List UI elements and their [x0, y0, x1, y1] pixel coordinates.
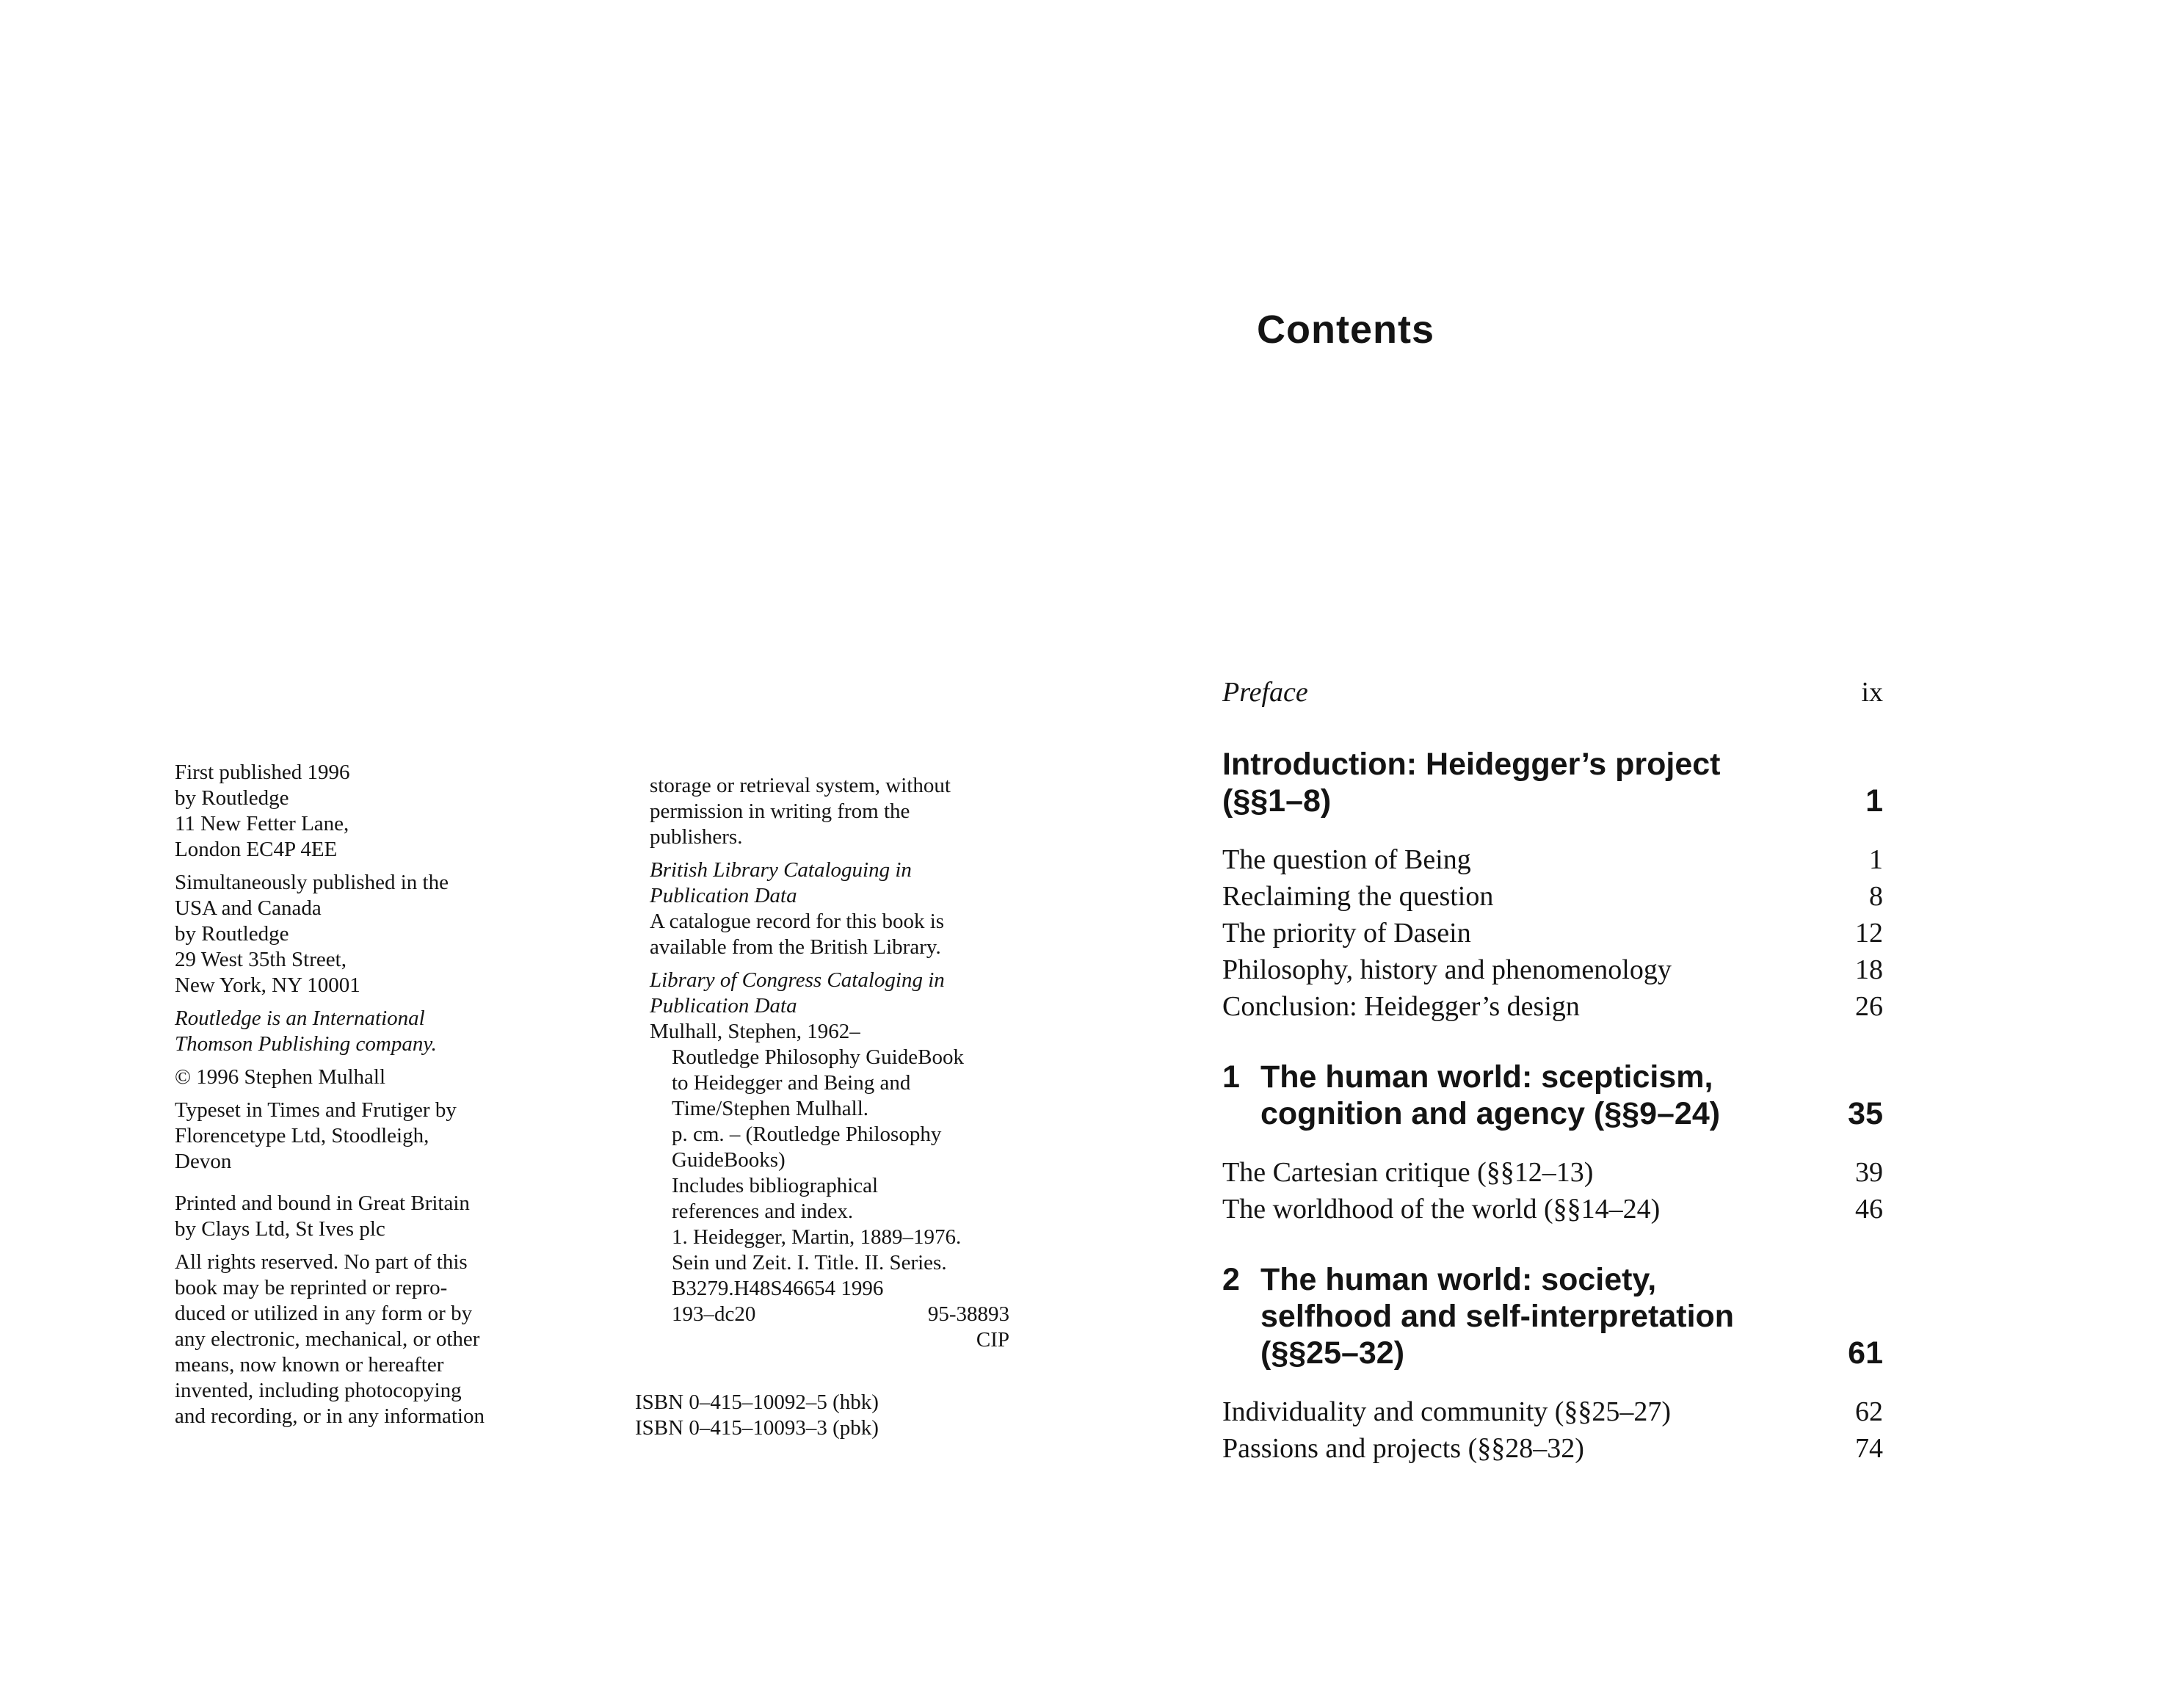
toc-section-row [1222, 878, 1883, 915]
imprint-left-column [175, 760, 485, 1429]
toc-section-row [1222, 841, 1883, 878]
rights-block [175, 1250, 485, 1429]
imprint-line: any electronic, mechanical, or other [175, 1327, 480, 1351]
imprint-line: Thomson Publishing company. [175, 1032, 437, 1056]
toc-page-number: 74 [1855, 1433, 1883, 1464]
toc-page-number: 62 [1855, 1396, 1883, 1427]
toc-section-row [1222, 1430, 1883, 1467]
imprint-line: Routledge is an International [175, 1007, 425, 1030]
imprint-line: duced or utilized in any form or by [175, 1302, 473, 1325]
toc-entry-label: Preface [1222, 677, 1308, 708]
toc-section-row [1222, 988, 1883, 1025]
toc-entry-label: The question of Being [1222, 844, 1471, 875]
imprint-line: Mulhall, Stephen, 1962– [650, 1020, 860, 1043]
toc-section-row [1222, 1191, 1883, 1227]
company-note [175, 1006, 485, 1057]
toc-entry-label: Philosophy, history and phenomenology [1222, 954, 1672, 985]
toc-entry-label: Passions and projects (§§28–32) [1222, 1433, 1584, 1464]
imprint-line: Sein und Zeit. I. Title. II. Series. [672, 1251, 947, 1274]
imprint-line: Publication Data [650, 884, 797, 907]
imprint-line: Printed and bound in Great Britain [175, 1192, 470, 1215]
imprint-line: Simultaneously published in the [175, 871, 449, 894]
classification-row [672, 1302, 1009, 1327]
toc-preface-row [1222, 674, 1883, 711]
chapter-number: 2 [1222, 1262, 1240, 1297]
imprint-line: available from the British Library. [650, 935, 941, 959]
toc-page-number: 1 [1869, 844, 1883, 875]
chapter-number: 1 [1222, 1059, 1240, 1095]
toc-page-number: 61 [1848, 1335, 1883, 1371]
toc-entry-label: Conclusion: Heidegger’s design [1222, 991, 1580, 1022]
imprint-line: invented, including photocopying [175, 1379, 462, 1402]
isbn-hbk: ISBN 0–415–10092–5 (hbk) [635, 1390, 879, 1414]
rights-continued [650, 773, 1002, 850]
toc-entry-label: Individuality and community (§§25–27) [1222, 1396, 1672, 1427]
toc-introduction-heading [1222, 746, 1883, 819]
toc-page-number: 26 [1855, 991, 1883, 1022]
publisher-block [175, 760, 485, 863]
imprint-line: storage or retrieval system, without [650, 774, 951, 797]
imprint-line: New York, NY 10001 [175, 973, 360, 997]
typeset-block [175, 1098, 485, 1175]
toc-entry-label: Reclaiming the question [1222, 881, 1494, 912]
imprint-line: 1. Heidegger, Martin, 1889–1976. [672, 1225, 962, 1249]
simultaneous-block [175, 870, 485, 998]
toc-entry-label: The Cartesian critique (§§12–13) [1222, 1157, 1594, 1188]
imprint-line: by Clays Ltd, St Ives plc [175, 1217, 385, 1241]
chapter-title-line: (§§1–8) [1222, 783, 1332, 819]
toc-chapter-2-heading [1222, 1261, 1883, 1371]
imprint-middle-column [635, 773, 1009, 1441]
imprint-line: by Routledge [175, 786, 289, 810]
imprint-line: GuideBooks) [672, 1148, 786, 1172]
imprint-line: and recording, or in any information [175, 1404, 485, 1428]
imprint-line: references and index. [672, 1200, 854, 1223]
toc-section-row [1222, 1154, 1883, 1191]
printed-block [175, 1191, 485, 1242]
imprint-line: USA and Canada [175, 896, 322, 920]
imprint-line: by Routledge [175, 922, 289, 946]
imprint-line: British Library Cataloguing in [650, 858, 912, 882]
toc-page-number: 8 [1869, 881, 1883, 912]
imprint-line: All rights reserved. No part of this [175, 1250, 468, 1274]
chapter-title-line: cognition and agency (§§9–24) [1260, 1096, 1721, 1131]
imprint-line: First published 1996 [175, 761, 350, 784]
toc-entry-label: The priority of Dasein [1222, 918, 1471, 949]
toc-section-row [1222, 951, 1883, 988]
class-number: 193–dc20 [672, 1302, 756, 1326]
toc-page-number: 1 [1865, 783, 1883, 819]
catalog-entry [650, 1045, 1009, 1353]
imprint-line: publishers. [650, 825, 743, 849]
imprint-line: B3279.H48S46654 1996 [672, 1277, 884, 1300]
imprint-line: Includes bibliographical [672, 1174, 879, 1197]
imprint-line: Typeset in Times and Frutiger by [175, 1098, 457, 1122]
toc-page-number: ix [1861, 677, 1883, 708]
imprint-line: Devon [175, 1150, 232, 1173]
chapter-title-line: The human world: society, [1260, 1262, 1657, 1297]
chapter-title-line: (§§25–32) [1260, 1335, 1405, 1371]
imprint-line: book may be reprinted or repro- [175, 1276, 448, 1299]
imprint-line: Publication Data [650, 994, 797, 1018]
toc-page-number: 46 [1855, 1194, 1883, 1225]
toc-section-row [1222, 1393, 1883, 1430]
imprint-line: permission in writing from the [650, 799, 910, 823]
copyright-line: © 1996 Stephen Mulhall [175, 1065, 386, 1089]
imprint-line: 29 West 35th Street, [175, 948, 347, 971]
toc-page-number: 12 [1855, 918, 1883, 949]
imprint-line: to Heidegger and Being and [672, 1071, 911, 1095]
chapter-title-line: selfhood and self-interpretation [1260, 1299, 1735, 1334]
toc-page-number: 39 [1855, 1157, 1883, 1188]
british-library-block [650, 857, 1002, 960]
imprint-line: Time/Stephen Mulhall. [672, 1097, 868, 1120]
imprint-line: 11 New Fetter Lane, [175, 812, 349, 835]
imprint-line: Florencetype Ltd, Stoodleigh, [175, 1124, 429, 1147]
toc-section-row [1222, 915, 1883, 951]
loc-number: 95-38893 [927, 1302, 1009, 1326]
isbn-pbk: ISBN 0–415–10093–3 (pbk) [635, 1416, 879, 1440]
imprint-line: p. cm. – (Routledge Philosophy [672, 1123, 942, 1146]
imprint-line: London EC4P 4EE [175, 838, 338, 861]
toc-page-number: 35 [1848, 1096, 1883, 1131]
toc-entry-label: The worldhood of the world (§§14–24) [1222, 1194, 1661, 1225]
imprint-line: means, now known or hereafter [175, 1353, 444, 1377]
chapter-title-line: The human world: scepticism, [1260, 1059, 1713, 1095]
toc-page-number: 18 [1855, 954, 1883, 985]
imprint-line: A catalogue record for this book is [650, 910, 945, 933]
imprint-line: Library of Congress Cataloging in [650, 968, 945, 992]
imprint-line: Routledge Philosophy GuideBook [672, 1045, 964, 1069]
cip-label: CIP [976, 1328, 1009, 1352]
library-of-congress-block [650, 968, 1009, 1353]
contents-title: Contents [1257, 308, 1434, 352]
chapter-title-line: Introduction: Heidegger’s project [1222, 747, 1721, 782]
toc-chapter-1-heading [1222, 1059, 1883, 1132]
